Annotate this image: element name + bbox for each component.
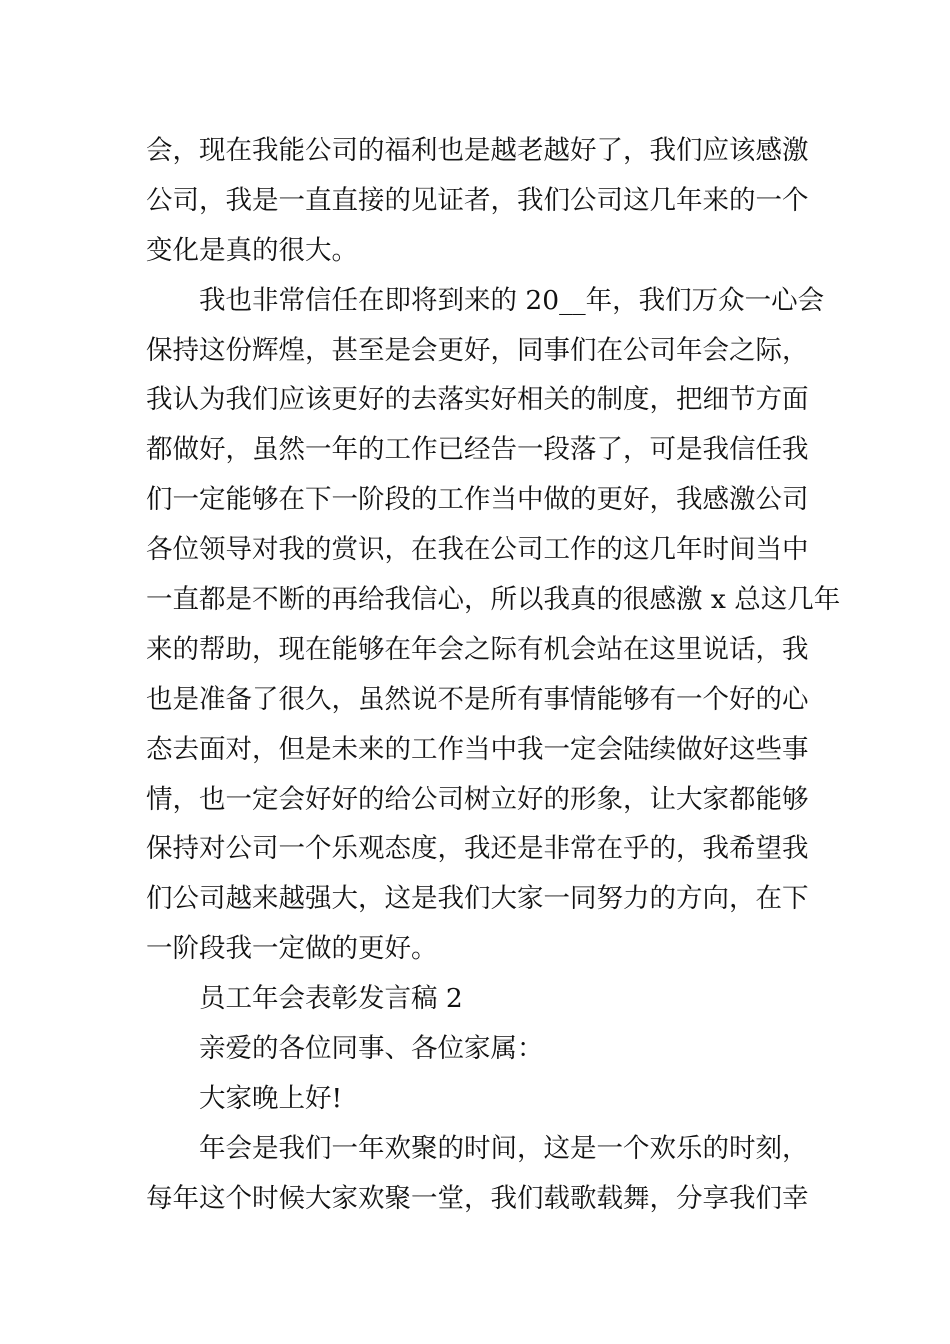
text-line: 情，也一定会好好的给公司树立好的形象，让大家都能够	[146, 783, 809, 815]
text-line: 各位领导对我的赏识，在我在公司工作的这几年时间当中	[146, 534, 809, 566]
salutation: 亲爱的各位同事、各位家属：	[199, 1033, 544, 1065]
text-line: 一直都是不断的再给我信心，所以我真的很感激 x 总这几年	[146, 584, 841, 616]
text-line: 们一定能够在下一阶段的工作当中做的更好，我感激公司	[146, 484, 809, 516]
text-line: 会，现在我能公司的福利也是越老越好了，我们应该感激	[146, 135, 809, 166]
text-line: 保持对公司一个乐观态度，我还是非常在乎的，我希望我	[146, 833, 809, 865]
text-line: 我认为我们应该更好的去落实好相关的制度，把细节方面	[146, 384, 809, 416]
text-line: 们公司越来越强大，这是我们大家一同努力的方向，在下	[146, 883, 809, 915]
greeting: 大家晚上好!	[199, 1082, 343, 1114]
text-line: 公司，我是一直直接的见证者，我们公司这几年来的一个	[146, 184, 809, 216]
text-line: 都做好，虽然一年的工作已经告一段落了，可是我信任我	[146, 434, 809, 466]
text-line: 来的帮助，现在能够在年会之际有机会站在这里说话，我	[146, 633, 809, 665]
text-line: 态去面对，但是未来的工作当中我一定会陆续做好这些事	[146, 733, 809, 765]
text-line: 变化是真的很大。	[146, 234, 358, 266]
text-line: 也是准备了很久，虽然说不是所有事情能够有一个好的心	[146, 683, 809, 715]
text-line: 一阶段我一定做的更好。	[146, 933, 438, 965]
document-body	[146, 126, 841, 1224]
text-line: 每年这个时候大家欢聚一堂，我们载歌载舞，分享我们幸	[146, 1182, 809, 1214]
text-line: 年会是我们一年欢聚的时间，这是一个欢乐的时刻，	[199, 1132, 809, 1164]
section-heading: 员工年会表彰发言稿 2	[199, 983, 463, 1015]
text-line: 我也非常信任在即将到来的 20__年，我们万众一心会	[199, 284, 825, 316]
text-line: 保持这份辉煌，甚至是会更好，同事们在公司年会之际，	[146, 334, 809, 366]
